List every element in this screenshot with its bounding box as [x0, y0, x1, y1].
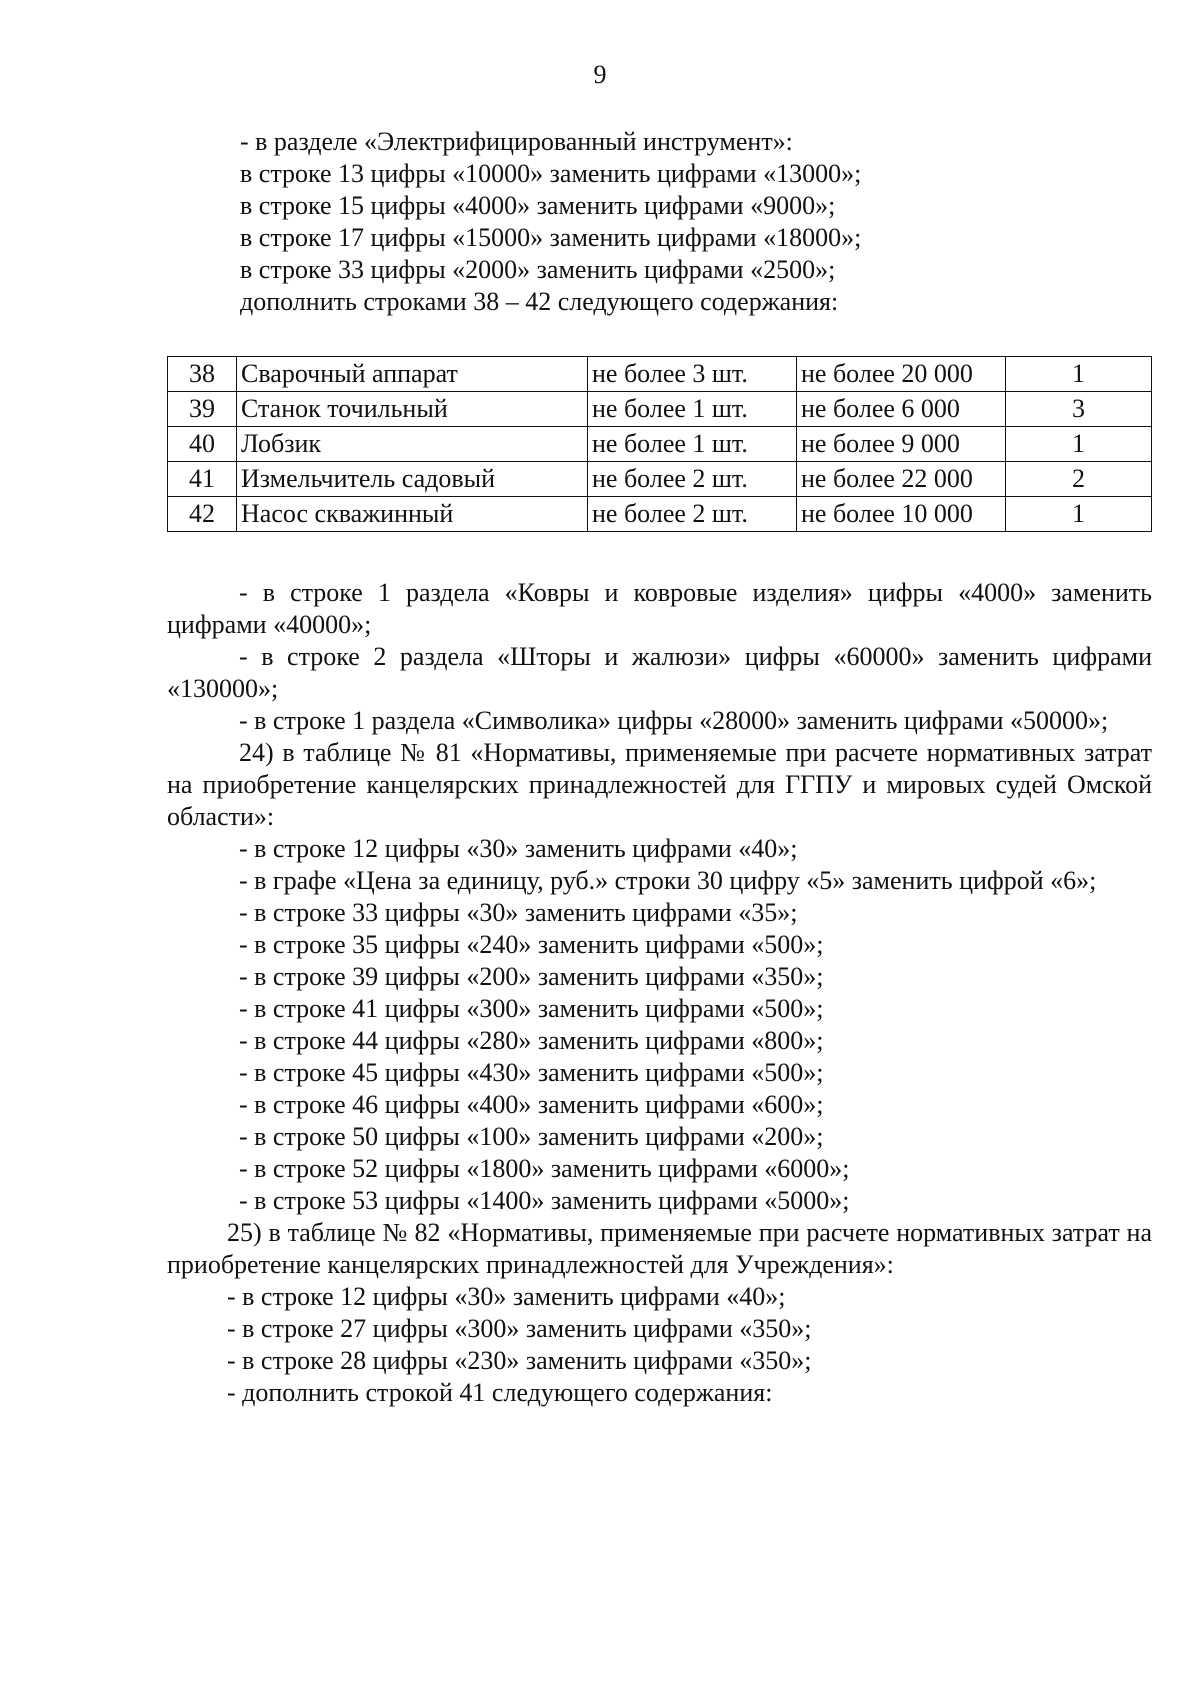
row-number-cell: 38	[168, 357, 237, 392]
quantity-cell: не более 3 шт.	[588, 357, 797, 392]
table-row	[168, 392, 1152, 427]
quantity-cell: не более 1 шт.	[588, 392, 797, 427]
row-number-cell: 39	[168, 392, 237, 427]
paragraph: - в строке 52 цифры «1800» заменить цифрами «6000»;	[239, 1154, 850, 1183]
paragraph: - в строке 12 цифры «30» заменить цифрами «40»;	[239, 834, 798, 863]
paragraph: - в строке 44 цифры «280» заменить цифрами «800»;	[239, 1026, 824, 1055]
count-cell: 1	[1006, 357, 1152, 392]
intro-line: в строке 33 цифры «2000» заменить цифрами «2500»;	[240, 255, 836, 284]
paragraph: - в строке 41 цифры «300» заменить цифрами «500»;	[239, 994, 824, 1023]
item-name-cell: Лобзик	[237, 427, 588, 462]
row-number-cell: 41	[168, 462, 237, 497]
item-name-cell: Измельчитель садовый	[237, 462, 588, 497]
paragraph: - в строке 45 цифры «430» заменить цифрами «500»;	[239, 1058, 824, 1087]
paragraph: - в строке 33 цифры «30» заменить цифрами «35»;	[239, 898, 798, 927]
row-number-cell: 42	[168, 497, 237, 532]
paragraph: - в строке 50 цифры «100» заменить цифрами «200»;	[239, 1122, 824, 1151]
table-row	[168, 497, 1152, 532]
paragraph: - в строке 1 раздела «Ковры и ковровые изделия» цифры «4000» заменить цифрами «40000»;	[167, 578, 1152, 639]
intro-line: дополнить строками 38 – 42 следующего содержания:	[240, 287, 839, 316]
price-cell: не более 22 000	[797, 462, 1006, 497]
price-cell: не более 6 000	[797, 392, 1006, 427]
intro-line: в строке 13 цифры «10000» заменить цифрами «13000»;	[240, 159, 862, 188]
paragraph: - в графе «Цена за единицу, руб.» строки 30 цифру «5» заменить цифрой «6»;	[239, 866, 1097, 895]
count-cell: 2	[1006, 462, 1152, 497]
table-row	[168, 462, 1152, 497]
paragraph: - в строке 53 цифры «1400» заменить цифрами «5000»;	[239, 1186, 850, 1215]
paragraph: - в строке 1 раздела «Символика» цифры «28000» заменить цифрами «50000»;	[239, 706, 1109, 735]
quantity-cell: не более 2 шт.	[588, 497, 797, 532]
price-cell: не более 9 000	[797, 427, 1006, 462]
price-cell: не более 10 000	[797, 497, 1006, 532]
intro-block	[240, 126, 1140, 318]
paragraph: - в строке 46 цифры «400» заменить цифрами «600»;	[239, 1090, 824, 1119]
table-row	[168, 357, 1152, 392]
paragraph: - дополнить строкой 41 следующего содержания:	[227, 1378, 773, 1407]
item-name-cell: Сварочный аппарат	[237, 357, 588, 392]
paragraph: - в строке 27 цифры «300» заменить цифрами «350»;	[227, 1314, 812, 1343]
intro-line: в строке 15 цифры «4000» заменить цифрами «9000»;	[240, 191, 836, 220]
row-number-cell: 40	[168, 427, 237, 462]
paragraph: - в строке 12 цифры «30» заменить цифрами «40»;	[227, 1282, 786, 1311]
paragraph: - в строке 39 цифры «200» заменить цифрами «350»;	[239, 962, 824, 991]
count-cell: 3	[1006, 392, 1152, 427]
body-text	[167, 577, 1152, 1409]
count-cell: 1	[1006, 497, 1152, 532]
paragraph: - в строке 2 раздела «Шторы и жалюзи» цифры «60000» заменить цифрами «130000»;	[167, 642, 1152, 703]
paragraph: - в строке 28 цифры «230» заменить цифрами «350»;	[227, 1346, 812, 1375]
count-cell: 1	[1006, 427, 1152, 462]
item-name-cell: Станок точильный	[237, 392, 588, 427]
price-cell: не более 20 000	[797, 357, 1006, 392]
table-row	[168, 427, 1152, 462]
intro-line: - в разделе «Электрифицированный инструмент»:	[240, 127, 793, 156]
page-number: 9	[593, 60, 607, 89]
amendment-table	[167, 356, 1152, 532]
paragraph: 25) в таблице № 82 «Нормативы, применяемые при расчете нормативных затрат на приобретение канцелярских принадлежностей для Учреждения»:	[167, 1218, 1152, 1279]
paragraph: 24) в таблице № 81 «Нормативы, применяемые при расчете нормативных затрат на приобретение канцелярских принадлежностей для ГГПУ и мировых судей Омской области»:	[167, 738, 1152, 831]
quantity-cell: не более 2 шт.	[588, 462, 797, 497]
intro-line: в строке 17 цифры «15000» заменить цифрами «18000»;	[240, 223, 862, 252]
quantity-cell: не более 1 шт.	[588, 427, 797, 462]
item-name-cell: Насос скважинный	[237, 497, 588, 532]
paragraph: - в строке 35 цифры «240» заменить цифрами «500»;	[239, 930, 824, 959]
